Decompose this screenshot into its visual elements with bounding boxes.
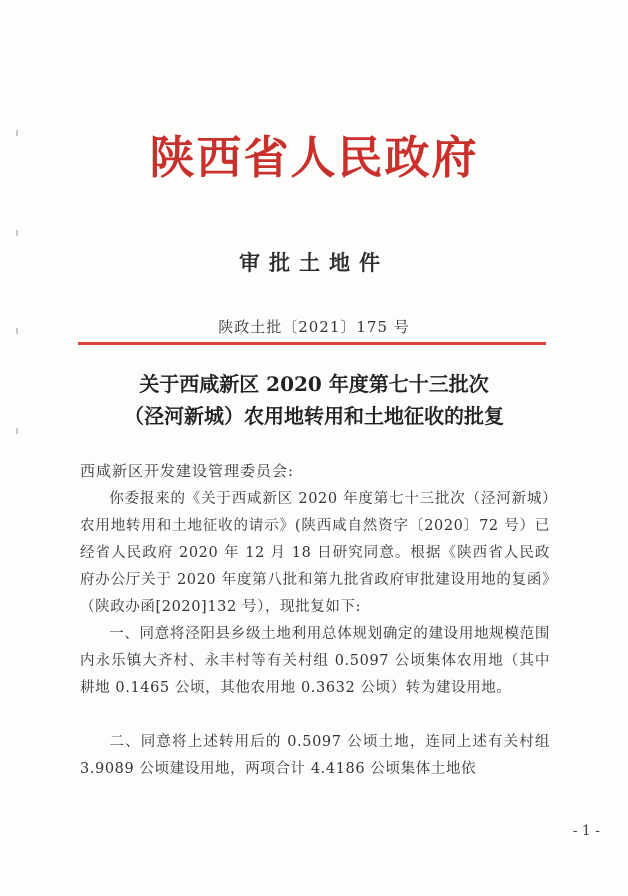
body-paragraph-2	[80, 621, 550, 702]
document-kind: 审批土地件	[239, 250, 389, 275]
paragraph-text: 一、同意将泾阳县乡级土地利用总体规划确定的建设用地规模范围内永乐镇大齐村、永丰村等有关村组 0.5097 公顷集体农用地（其中耕地 0.1465 公顷，其他农用地 0.3632 公顷）转为建设用地。	[80, 626, 550, 696]
body-paragraph-1	[80, 486, 550, 621]
issuer-heading: 陕西省人民政府	[149, 131, 479, 184]
scan-mark	[16, 428, 18, 434]
red-divider	[78, 342, 546, 345]
document-title	[80, 368, 548, 432]
title-line-1: 关于西咸新区 2020 年度第七十三批次	[139, 372, 489, 396]
scan-mark	[16, 230, 18, 236]
body-paragraph-3	[80, 729, 550, 783]
addressee: 西咸新区开发建设管理委员会:	[80, 462, 295, 480]
title-line-2: （泾河新城）农用地转用和土地征收的批复	[124, 404, 504, 428]
paragraph-text: 二、同意将上述转用后的 0.5097 公顷土地，连同上述有关村组 3.9089 公顷建设用地，两项合计 4.4186 公顷集体土地依	[80, 734, 550, 777]
document-number: 陕政土批〔2021〕175 号	[218, 318, 410, 336]
page-number: - 1 -	[572, 823, 600, 839]
paragraph-text: 你委报来的《关于西咸新区 2020 年度第七十三批次（泾河新城）农用地转用和土地征收的请示》(陕西咸自然资字〔2020〕72 号）已经省人民政府 2020 年 12 月 18 日研究同意。根据《陕西省人民政府办公厅关于 2020 年度第八批和第九批省政府审批建设用地的复函》（陕政办函[2020]132 号），现批复如下:	[80, 491, 550, 615]
